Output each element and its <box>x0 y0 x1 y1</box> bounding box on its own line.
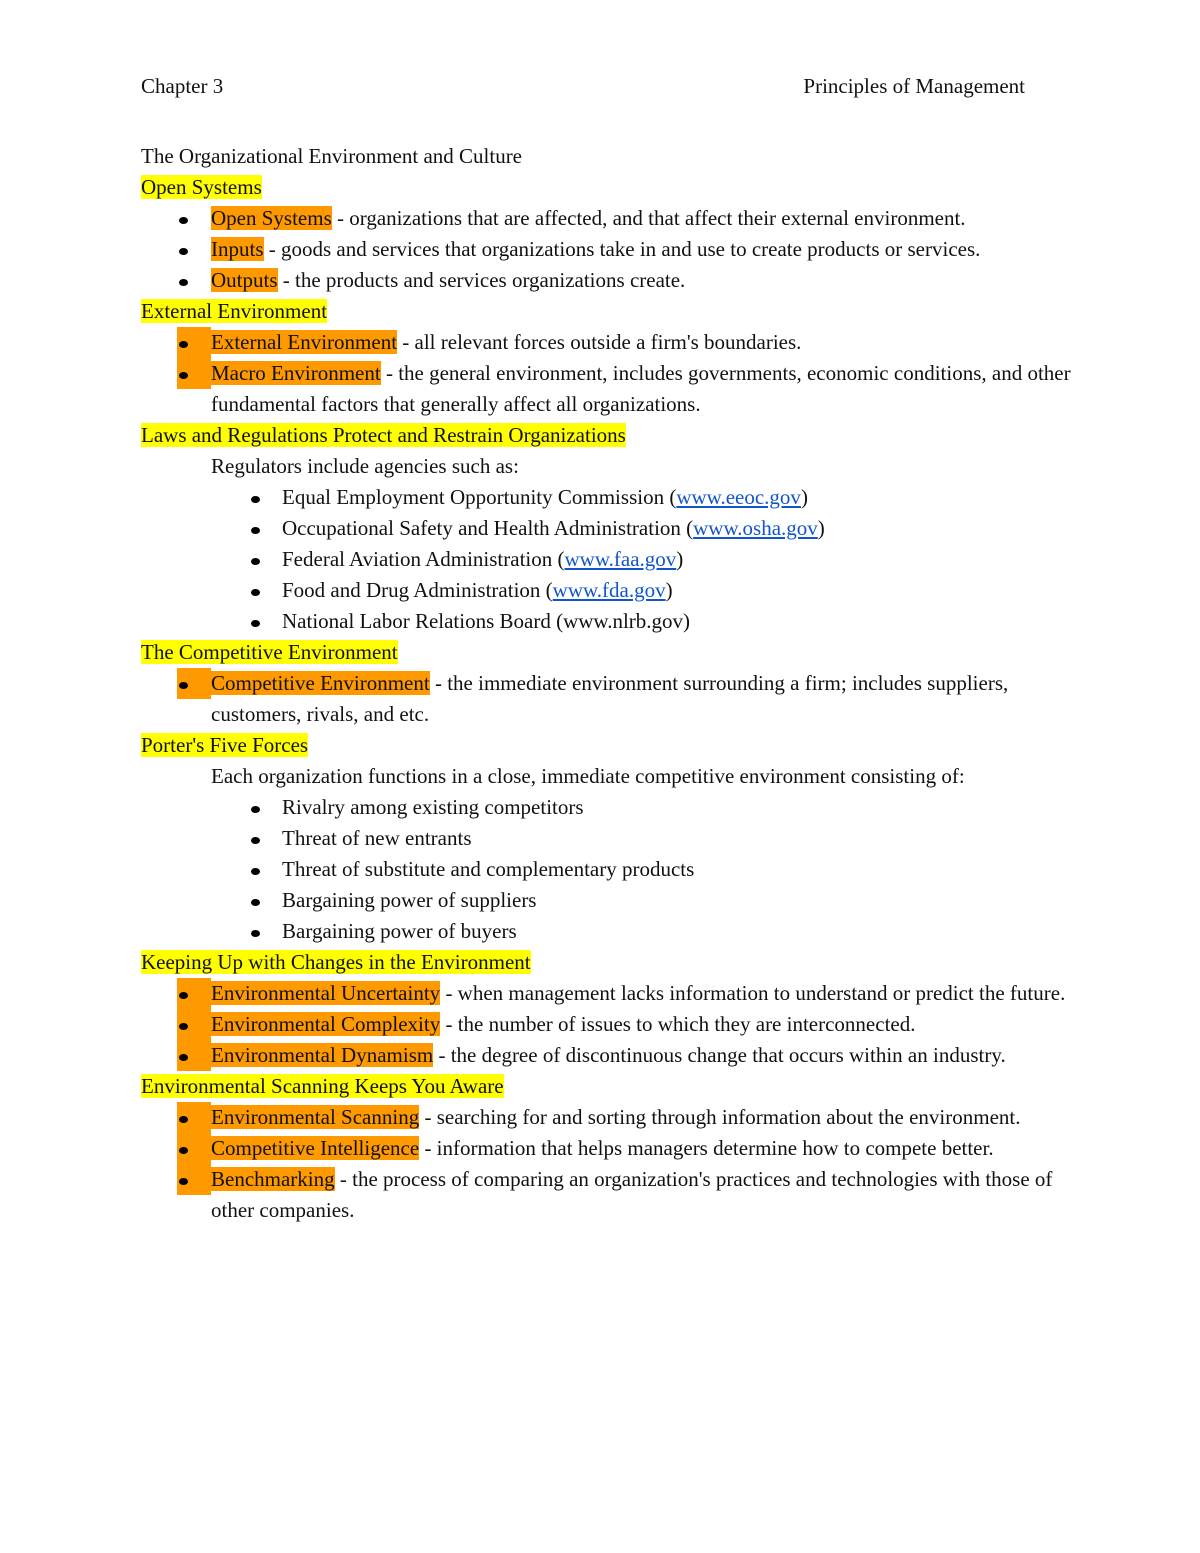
definition: - the products and services organizations create. <box>277 268 686 292</box>
definition: - all relevant forces outside a firm's boundaries. <box>397 330 802 354</box>
section-heading-laws: Laws and Regulations Protect and Restrain Organizations <box>141 423 626 447</box>
list-item <box>141 234 1071 265</box>
bullet-icon <box>251 868 260 875</box>
definition: - when management lacks information to understand or predict the future. <box>440 981 1066 1005</box>
bullet-icon <box>179 341 188 348</box>
bullet-icon <box>179 1147 188 1154</box>
list-item <box>141 668 1071 730</box>
list-item <box>141 978 1071 1009</box>
bullet-icon <box>251 837 260 844</box>
definition: - the process of comparing an organization's practices and technologies with those of other companies. <box>211 1167 1053 1222</box>
bullet-icon <box>179 1054 188 1061</box>
bullet-icon <box>179 1023 188 1030</box>
list-item: National Labor Relations Board (www.nlrb.gov) <box>141 606 1071 637</box>
list-item: Threat of new entrants <box>141 823 1071 854</box>
section-heading-external-environment: External Environment <box>141 299 328 323</box>
term: Macro Environment <box>211 361 381 385</box>
list-item <box>141 1164 1071 1226</box>
laws-intro: Regulators include agencies such as: <box>211 454 519 478</box>
list-item <box>141 265 1071 296</box>
list-item <box>141 327 1071 358</box>
list-item <box>141 1009 1071 1040</box>
bullet-icon <box>179 217 188 224</box>
bullet-icon <box>251 930 260 937</box>
list-item <box>141 358 1071 420</box>
bullet-icon <box>179 1116 188 1123</box>
term: Benchmarking <box>211 1167 335 1191</box>
list-item: Bargaining power of suppliers <box>141 885 1071 916</box>
document-title: The Organizational Environment and Culture <box>141 144 523 168</box>
five-forces-list <box>141 792 1071 947</box>
faa-link[interactable]: www.faa.gov <box>564 547 677 571</box>
osha-link[interactable]: www.osha.gov <box>693 516 818 540</box>
changes-list <box>141 978 1071 1071</box>
list-item: Bargaining power of buyers <box>141 916 1071 947</box>
list-item: Rivalry among existing competitors <box>141 792 1071 823</box>
term: Competitive Intelligence <box>211 1136 420 1160</box>
definition: - organizations that are affected, and that affect their external environment. <box>331 206 966 230</box>
bullet-icon <box>251 496 260 503</box>
header-chapter: Chapter 3 <box>141 74 224 98</box>
external-environment-list <box>141 327 1071 420</box>
regulators-list <box>141 482 1071 637</box>
definition: - the general environment, includes governments, economic conditions, and other fundamental factors that generally affect all organizations. <box>211 361 1071 416</box>
list-item: Food and Drug Administration (www.fda.gov) <box>141 575 1071 606</box>
section-heading-scanning: Environmental Scanning Keeps You Aware <box>141 1074 504 1098</box>
definition: - searching for and sorting through information about the environment. <box>419 1105 1021 1129</box>
scanning-list <box>141 1102 1071 1226</box>
definition: - the degree of discontinuous change that occurs within an industry. <box>433 1043 1006 1067</box>
list-item <box>141 203 1071 234</box>
eeoc-link[interactable]: www.eeoc.gov <box>676 485 801 509</box>
list-item: Threat of substitute and complementary products <box>141 854 1071 885</box>
definition: - the immediate environment surrounding a firm; includes suppliers, customers, rivals, and etc. <box>211 671 1009 726</box>
definition: - information that helps managers determine how to compete better. <box>419 1136 994 1160</box>
open-systems-list <box>141 203 1071 296</box>
bullet-icon <box>251 806 260 813</box>
term: Environmental Scanning <box>211 1105 420 1129</box>
term: Open Systems <box>211 206 332 230</box>
term: Environmental Uncertainty <box>211 981 441 1005</box>
bullet-icon <box>179 279 188 286</box>
term: Environmental Dynamism <box>211 1043 434 1067</box>
list-item: Equal Employment Opportunity Commission (www.eeoc.gov) <box>141 482 1071 513</box>
bullet-icon <box>251 899 260 906</box>
term: Competitive Environment <box>211 671 430 695</box>
bullet-icon <box>179 1178 188 1185</box>
bullet-icon <box>251 589 260 596</box>
list-item <box>141 1040 1071 1071</box>
term: Outputs <box>211 268 278 292</box>
bullet-icon <box>179 682 188 689</box>
bullet-icon <box>251 620 260 627</box>
section-heading-open-systems: Open Systems <box>141 175 262 199</box>
header-course: Principles of Management <box>803 74 1025 98</box>
section-heading-competitive: The Competitive Environment <box>141 640 398 664</box>
list-item <box>141 1102 1071 1133</box>
document-body <box>141 141 1071 1226</box>
list-item: Federal Aviation Administration (www.faa.gov) <box>141 544 1071 575</box>
section-heading-changes: Keeping Up with Changes in the Environment <box>141 950 531 974</box>
bullet-icon <box>179 248 188 255</box>
list-item <box>141 1133 1071 1164</box>
definition: - the number of issues to which they are interconnected. <box>440 1012 916 1036</box>
term: Inputs <box>211 237 264 261</box>
bullet-icon <box>251 558 260 565</box>
definition: - goods and services that organizations take in and use to create products or services. <box>263 237 981 261</box>
fda-link[interactable]: www.fda.gov <box>552 578 666 602</box>
bullet-icon <box>179 992 188 999</box>
term: Environmental Complexity <box>211 1012 441 1036</box>
porter-intro: Each organization functions in a close, immediate competitive environment consisting of: <box>211 764 965 788</box>
bullet-icon <box>251 527 260 534</box>
section-heading-porter: Porter's Five Forces <box>141 733 309 757</box>
term: External Environment <box>211 330 398 354</box>
competitive-list <box>141 668 1071 730</box>
list-item: Occupational Safety and Health Administration (www.osha.gov) <box>141 513 1071 544</box>
bullet-icon <box>179 372 188 379</box>
